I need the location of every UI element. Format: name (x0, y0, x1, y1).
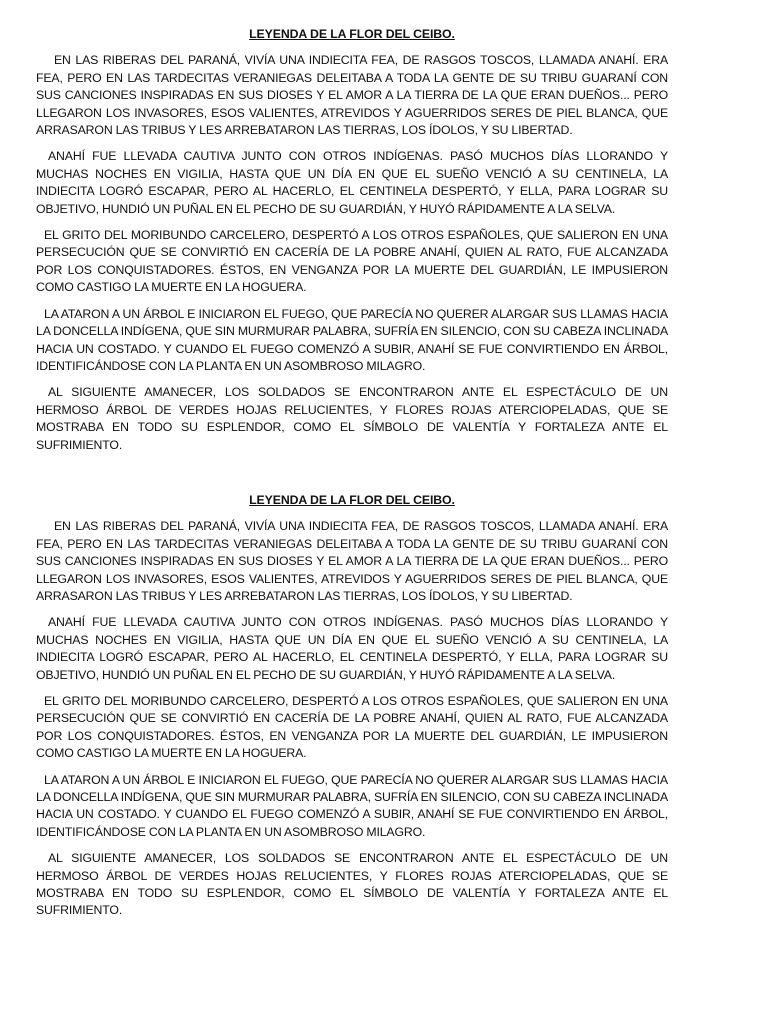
legend-paragraph-1: EN LAS RIBERAS DEL PARANÁ, VIVÍA UNA INDIECITA FEA, DE RASGOS TOSCOS, LLAMADA ANAHÍ. ERA FEA, PERO EN LAS TARDECITAS VERANIEGAS DELEITABA A TODA LA GENTE DE SU TRIBU GUARANÍ CON SUS CANCIONES INSPIRADAS EN SUS DIOSES Y EL AMOR A LA TIERRA DE LA QUE ERAN DUEÑOS... PERO LLEGARON LOS INVASORES, ESOS VALIENTES, ATREVIDOS Y AGUERRIDOS SERES DE PIEL BLANCA, QUE ARRASARON LAS TRIBUS Y LES ARREBATARON LAS TIERRAS, LOS ÍDOLOS, Y SU LIBERTAD. (36, 519, 668, 603)
legend-paragraph-4: LA ATARON A UN ÁRBOL E INICIARON EL FUEGO, QUE PARECÍA NO QUERER ALARGAR SUS LLAMAS HACIA LA DONCELLA INDÍGENA, QUE SIN MURMURAR PALABRA, SUFRÍA EN SILENCIO, CON SU CABEZA INCLINADA HACIA UN COSTADO. Y CUANDO EL FUEGO COMENZÓ A SUBIR, ANAHÍ SE FUE CONVIRTIENDO EN ÁRBOL, IDENTIFICÁNDOSE CON LA PLANTA EN UN ASOMBROSO MILAGRO. (36, 772, 668, 839)
legend-section-2 (36, 492, 668, 920)
legend-paragraph-2: ANAHÍ FUE LLEVADA CAUTIVA JUNTO CON OTROS INDÍGENAS. PASÓ MUCHOS DÍAS LLORANDO Y MUCHAS NOCHES EN VIGILIA, HASTA QUE UN DÍA EN QUE EL SUEÑO VENCIÓ A SU CENTINELA, LA INDIECITA LOGRÓ ESCAPAR, PERO AL HACERLO, EL CENTINELA DESPERTÓ, Y ELLA, PARA LOGRAR SU OBJETIVO, HUNDIÓ UN PUÑAL EN EL PECHO DE SU GUARDIÁN, Y HUYÓ RÁPIDAMENTE A LA SELVA. (36, 149, 668, 216)
legend-paragraph-3: EL GRITO DEL MORIBUNDO CARCELERO, DESPERTÓ A LOS OTROS ESPAÑOLES, QUE SALIERON EN UNA PERSECUCIÓN QUE SE CONVIRTIÓ EN CACERÍA DE LA POBRE ANAHÍ, QUIEN AL RATO, FUE ALCANZADA POR LOS CONQUISTADORES. ÉSTOS, EN VENGANZA POR LA MUERTE DEL GUARDIÁN, LE IMPUSIERON COMO CASTIGO LA MUERTE EN LA HOGUERA. (36, 228, 668, 295)
legend-title: LEYENDA DE LA FLOR DEL CEIBO. (249, 492, 455, 507)
legend-paragraph-2: ANAHÍ FUE LLEVADA CAUTIVA JUNTO CON OTROS INDÍGENAS. PASÓ MUCHOS DÍAS LLORANDO Y MUCHAS NOCHES EN VIGILIA, HASTA QUE UN DÍA EN QUE EL SUEÑO VENCIÓ A SU CENTINELA, LA INDIECITA LOGRÓ ESCAPAR, PERO AL HACERLO, EL CENTINELA DESPERTÓ, Y ELLA, PARA LOGRAR SU OBJETIVO, HUNDIÓ UN PUÑAL EN EL PECHO DE SU GUARDIÁN, Y HUYÓ RÁPIDAMENTE A LA SELVA. (36, 615, 668, 682)
legend-paragraph-4: LA ATARON A UN ÁRBOL E INICIARON EL FUEGO, QUE PARECÍA NO QUERER ALARGAR SUS LLAMAS HACIA LA DONCELLA INDÍGENA, QUE SIN MURMURAR PALABRA, SUFRÍA EN SILENCIO, CON SU CABEZA INCLINADA HACIA UN COSTADO. Y CUANDO EL FUEGO COMENZÓ A SUBIR, ANAHÍ SE FUE CONVIRTIENDO EN ÁRBOL, IDENTIFICÁNDOSE CON LA PLANTA EN UN ASOMBROSO MILAGRO. (36, 306, 668, 373)
legend-paragraph-5: AL SIGUIENTE AMANECER, LOS SOLDADOS SE ENCONTRARON ANTE EL ESPECTÁCULO DE UN HERMOSO ÁRBOL DE VERDES HOJAS RELUCIENTES, Y FLORES ROJAS ATERCIOPELADAS, QUE SE MOSTRABA EN TODO SU ESPLENDOR, COMO EL SÍMBOLO DE VALENTÍA Y FORTALEZA ANTE EL SUFRIMIENTO. (36, 851, 668, 918)
legend-section-1 (36, 26, 668, 454)
legend-paragraph-3: EL GRITO DEL MORIBUNDO CARCELERO, DESPERTÓ A LOS OTROS ESPAÑOLES, QUE SALIERON EN UNA PERSECUCIÓN QUE SE CONVIRTIÓ EN CACERÍA DE LA POBRE ANAHÍ, QUIEN AL RATO, FUE ALCANZADA POR LOS CONQUISTADORES. ÉSTOS, EN VENGANZA POR LA MUERTE DEL GUARDIÁN, LE IMPUSIERON COMO CASTIGO LA MUERTE EN LA HOGUERA. (36, 694, 668, 761)
legend-paragraph-5: AL SIGUIENTE AMANECER, LOS SOLDADOS SE ENCONTRARON ANTE EL ESPECTÁCULO DE UN HERMOSO ÁRBOL DE VERDES HOJAS RELUCIENTES, Y FLORES ROJAS ATERCIOPELADAS, QUE SE MOSTRABA EN TODO SU ESPLENDOR, COMO EL SÍMBOLO DE VALENTÍA Y FORTALEZA ANTE EL SUFRIMIENTO. (36, 385, 668, 452)
legend-title: LEYENDA DE LA FLOR DEL CEIBO. (249, 27, 455, 41)
document-page (36, 26, 668, 929)
legend-paragraph-1: EN LAS RIBERAS DEL PARANÁ, VIVÍA UNA INDIECITA FEA, DE RASGOS TOSCOS, LLAMADA ANAHÍ. ERA FEA, PERO EN LAS TARDECITAS VERANIEGAS DELEITABA A TODA LA GENTE DE SU TRIBU GUARANÍ CON SUS CANCIONES INSPIRADAS EN SUS DIOSES Y EL AMOR A LA TIERRA DE LA QUE ERAN DUEÑOS... PERO LLEGARON LOS INVASORES, ESOS VALIENTES, ATREVIDOS Y AGUERRIDOS SERES DE PIEL BLANCA, QUE ARRASARON LAS TRIBUS Y LES ARREBATARON LAS TIERRAS, LOS ÍDOLOS, Y SU LIBERTAD. (36, 53, 668, 138)
